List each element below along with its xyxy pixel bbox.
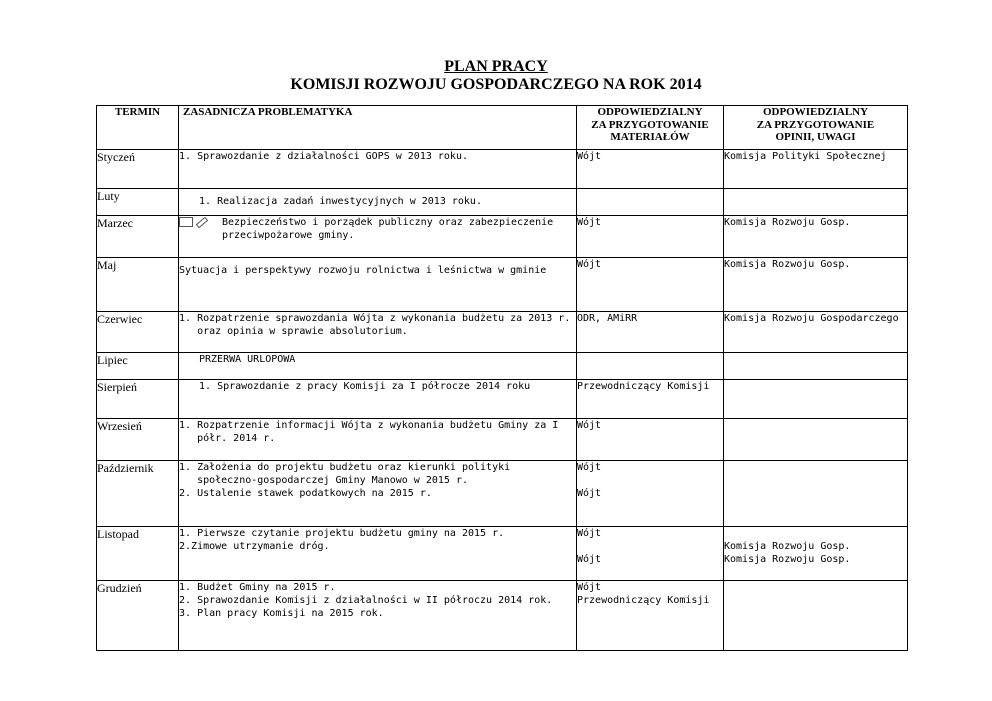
pencil-icon xyxy=(196,217,208,229)
item-text: Rozpatrzenie sprawozdania Wójta z wykonania budżetu za 2013 r. oraz opinia w sprawie absolutorium. xyxy=(197,313,571,337)
problems-cell xyxy=(179,461,577,527)
work-plan-table xyxy=(96,105,908,651)
term-cell: Wrzesień xyxy=(97,419,179,461)
problems-cell xyxy=(179,312,577,353)
header-opinions-line-1: ODPOWIEDZIALNY xyxy=(762,106,869,118)
item-text: PRZERWA URLOPOWA xyxy=(199,354,296,365)
term-cell: Maj xyxy=(97,258,179,312)
problems-cell xyxy=(179,527,577,581)
table-row xyxy=(97,380,908,419)
materials-cell xyxy=(577,189,724,216)
materials-cell: Wójt xyxy=(577,419,724,461)
item-text: Plan pracy Komisji na 2015 rok. xyxy=(197,608,384,619)
header-term: TERMIN xyxy=(97,106,179,150)
item-text: Sytuacja i perspektywy rozwoju rolnictwa i leśnictwa w gminie xyxy=(179,265,547,276)
header-materials-line-1: ODPOWIEDZIALNY xyxy=(597,106,703,118)
item-number: 1. xyxy=(179,313,198,324)
item-text: Pierwsze czytanie projektu budżetu gminy na 2015 r. xyxy=(197,528,505,539)
item-text: Rozpatrzenie informacji Wójta z wykonania budżetu Gminy za I półr. 2014 r. xyxy=(197,420,559,444)
opinions-cell xyxy=(724,461,908,527)
item-number: 1. xyxy=(179,528,198,539)
table-row xyxy=(97,419,908,461)
folder-icon xyxy=(179,217,193,227)
item-number: 1. xyxy=(179,462,198,473)
item-text: Realizacja zadań inwestycyjnych w 2013 roku. xyxy=(217,196,482,207)
table-row xyxy=(97,312,908,353)
table-row xyxy=(97,461,908,527)
materials-line: Wójt xyxy=(577,582,602,593)
item-number: 1. xyxy=(179,582,198,593)
materials-line: Wójt xyxy=(577,462,602,473)
materials-line: Przewodniczący Komisji xyxy=(577,595,710,606)
opinions-cell xyxy=(724,380,908,419)
opinions-cell xyxy=(724,353,908,380)
problems-cell xyxy=(179,353,577,380)
table-row xyxy=(97,527,908,581)
item-number: 1. xyxy=(199,196,218,207)
problems-cell xyxy=(179,581,577,651)
opinions-line: Komisja Rozwoju Gosp. xyxy=(724,554,851,565)
term-cell: Lipiec xyxy=(97,353,179,380)
materials-cell: Wójt xyxy=(577,216,724,258)
item-text: Zimowe utrzymanie dróg. xyxy=(191,541,330,552)
item-number: 2. xyxy=(179,488,198,499)
table-row xyxy=(97,189,908,216)
item-text: Bezpieczeństwo i porządek publiczny oraz zabezpieczenie przeciwpożarowe gminy. xyxy=(222,217,554,241)
materials-cell xyxy=(577,353,724,380)
opinions-cell xyxy=(724,189,908,216)
materials-line: Wójt xyxy=(577,488,602,499)
item-text: Sprawozdanie z działalności GOPS w 2013 roku. xyxy=(197,151,468,162)
opinions-cell: Komisja Rozwoju Gospodarczego xyxy=(724,312,908,353)
term-cell: Luty xyxy=(97,189,179,216)
opinions-cell: Komisja Polityki Społecznej xyxy=(724,150,908,189)
item-text: Sprawozdanie z pracy Komisji za I półrocze 2014 roku xyxy=(217,381,531,392)
materials-cell: Wójt xyxy=(577,258,724,312)
term-cell: Grudzień xyxy=(97,581,179,651)
table-row xyxy=(97,150,908,189)
page-title: PLAN PRACY xyxy=(444,58,548,75)
materials-cell: ODR, AMiRR xyxy=(577,312,724,353)
opinions-cell: Komisja Rozwoju Gosp. xyxy=(724,216,908,258)
table-row xyxy=(97,353,908,380)
opinions-cell xyxy=(724,419,908,461)
term-cell: Styczeń xyxy=(97,150,179,189)
header-opinions xyxy=(724,106,908,150)
problems-cell xyxy=(179,216,577,258)
header-problems: ZASADNICZA PROBLEMATYKA xyxy=(179,106,577,150)
header-materials-line-3: MATERIAŁÓW xyxy=(610,131,690,143)
term-cell: Listopad xyxy=(97,527,179,581)
header-opinions-line-3: OPINII, UWAGI xyxy=(775,131,856,143)
item-number: 1. xyxy=(179,420,198,431)
opinions-cell: Komisja Rozwoju Gosp. xyxy=(724,258,908,312)
header-materials xyxy=(577,106,724,150)
term-cell: Sierpień xyxy=(97,380,179,419)
table-row xyxy=(97,216,908,258)
materials-line: Wójt xyxy=(577,528,602,539)
materials-cell xyxy=(577,581,724,651)
item-number: 2. xyxy=(179,541,192,552)
problems-cell xyxy=(179,150,577,189)
item-text: Ustalenie stawek podatkowych na 2015 r. xyxy=(197,488,432,499)
item-number: 3. xyxy=(179,608,198,619)
header-materials-line-2: ZA PRZYGOTOWANIE xyxy=(591,118,709,131)
problems-cell xyxy=(179,258,577,312)
table-row xyxy=(97,258,908,312)
table-header-row xyxy=(97,106,908,150)
materials-cell: Wójt xyxy=(577,150,724,189)
item-number: 2. xyxy=(179,595,198,606)
materials-cell xyxy=(577,461,724,527)
opinions-line: Komisja Rozwoju Gosp. xyxy=(724,541,851,552)
term-cell: Październik xyxy=(97,461,179,527)
table-row xyxy=(97,581,908,651)
item-text: Sprawozdanie Komisji z działalności w II półroczu 2014 rok. xyxy=(197,595,553,606)
opinions-cell xyxy=(724,527,908,581)
term-cell: Marzec xyxy=(97,216,179,258)
header-opinions-line-2: ZA PRZYGOTOWANIE xyxy=(756,118,875,131)
problems-cell xyxy=(179,419,577,461)
materials-line: Wójt xyxy=(577,554,602,565)
item-text: Budżet Gminy na 2015 r. xyxy=(197,582,336,593)
item-text: Założenia do projektu budżetu oraz kierunki polityki społeczno-gospodarczej Gminy Manowo w 2015 r. xyxy=(197,462,511,486)
term-cell: Czerwiec xyxy=(97,312,179,353)
page-subtitle: KOMISJI ROZWOJU GOSPODARCZEGO NA ROK 2014 xyxy=(290,76,702,93)
problems-cell xyxy=(179,189,577,216)
item-number: 1. xyxy=(199,381,218,392)
materials-cell xyxy=(577,527,724,581)
opinions-cell xyxy=(724,581,908,651)
materials-cell: Przewodniczący Komisji xyxy=(577,380,724,419)
problems-cell xyxy=(179,380,577,419)
item-number: 1. xyxy=(179,151,198,162)
